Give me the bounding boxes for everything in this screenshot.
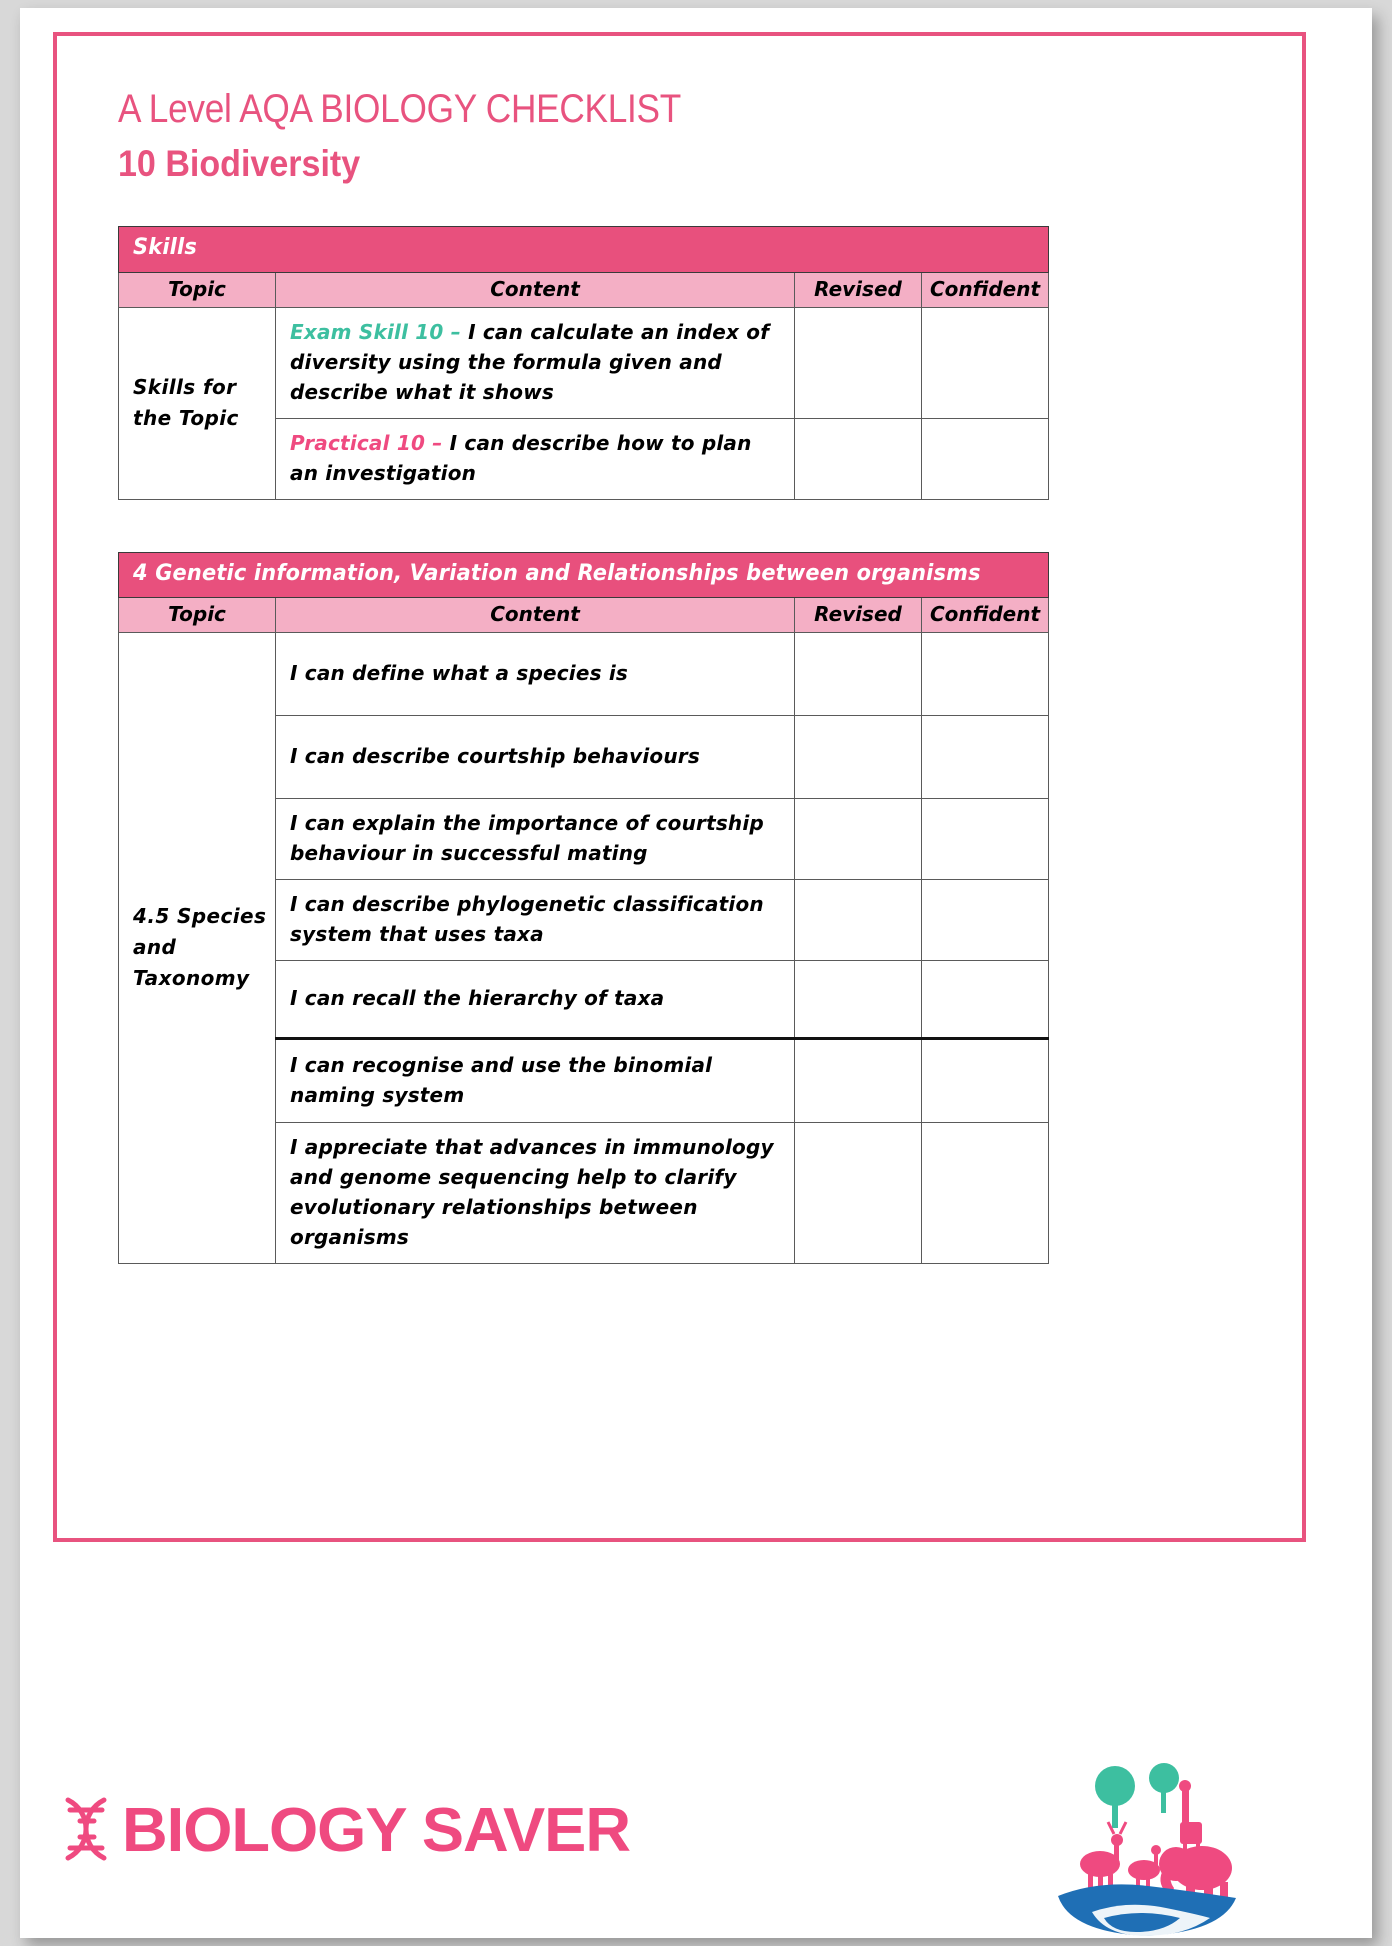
revised-checkbox-cell[interactable] [795,1122,922,1263]
revised-checkbox-cell[interactable] [795,960,922,1038]
revised-checkbox-cell[interactable] [795,632,922,715]
page-footer [20,1564,1372,1938]
banner-label: 4 Genetic information, Variation and Relationships between organisms [133,560,981,586]
content-cell: I can describe phylogenetic classification system that uses taxa [276,879,795,960]
content-cell: I can describe courtship behaviours [276,715,795,798]
page-subtitle: 10 Biodiversity [118,143,361,184]
exam-skill-tag: Exam Skill 10 – [290,319,469,344]
tree-icon [1095,1763,1179,1828]
document-content [118,86,1048,1264]
table-banner-row [119,552,1049,597]
column-header-content: Content [276,597,795,632]
topic-cell: 4.5 Species and Taxonomy [119,632,276,1263]
confident-checkbox-cell[interactable] [922,960,1049,1038]
confident-checkbox-cell[interactable] [922,418,1049,499]
column-header-topic: Topic [119,272,276,307]
content-text: I can calculate an index of diversity using the formula given and describe what it shows [290,319,770,404]
table-banner-row [119,227,1049,272]
confident-checkbox-cell[interactable] [922,879,1049,960]
revised-checkbox-cell[interactable] [795,418,922,499]
banner-cell [119,227,1049,272]
brand-name: BIOLOGY SAVER [122,1796,630,1865]
confident-checkbox-cell[interactable] [922,715,1049,798]
skills-table [118,226,1049,499]
revised-checkbox-cell[interactable] [795,798,922,879]
confident-checkbox-cell[interactable] [922,632,1049,715]
content-cell: I can recognise and use the binomial naming system [276,1038,795,1122]
content-cell: I can define what a species is [276,632,795,715]
content-cell [276,418,795,499]
confident-checkbox-cell[interactable] [922,307,1049,418]
content-cell: I can recall the hierarchy of taxa [276,960,795,1038]
brand-lockup [58,1796,630,1866]
nature-animals-logo [1052,1756,1242,1938]
genetics-table-wrapper [118,552,1048,1264]
column-header-content: Content [276,272,795,307]
confident-checkbox-cell[interactable] [922,798,1049,879]
dna-helix-icon [58,1796,116,1866]
content-cell: I appreciate that advances in immunology and genome sequencing help to clarify evolutionary relationships between organisms [276,1122,795,1263]
table-row [119,307,1049,418]
column-header-confident: Confident [922,597,1049,632]
page-title: A Level AQA BIOLOGY CHECKLIST [118,87,681,131]
confident-checkbox-cell[interactable] [922,1038,1049,1122]
revised-checkbox-cell[interactable] [795,715,922,798]
document-page [20,8,1372,1938]
content-text: I can describe how to plan an investigation [290,430,752,485]
column-header-revised: Revised [795,597,922,632]
confident-checkbox-cell[interactable] [922,1122,1049,1263]
skills-table-wrapper [118,226,1048,499]
revised-checkbox-cell[interactable] [795,307,922,418]
practical-tag: Practical 10 – [290,430,450,455]
column-header-revised: Revised [795,272,922,307]
revised-checkbox-cell[interactable] [795,879,922,960]
revised-checkbox-cell[interactable] [795,1038,922,1122]
table-row [119,632,1049,715]
banner-label: Skills [133,235,198,261]
column-header-topic: Topic [119,597,276,632]
column-header-confident: Confident [922,272,1049,307]
table-header-row [119,597,1049,632]
table-header-row [119,272,1049,307]
genetics-table [118,552,1049,1264]
banner-cell [119,552,1049,597]
deer-icon [1080,1822,1161,1894]
topic-cell: Skills for the Topic [119,307,276,499]
content-cell [276,307,795,418]
content-cell: I can explain the importance of courtship behaviour in successful mating [276,798,795,879]
